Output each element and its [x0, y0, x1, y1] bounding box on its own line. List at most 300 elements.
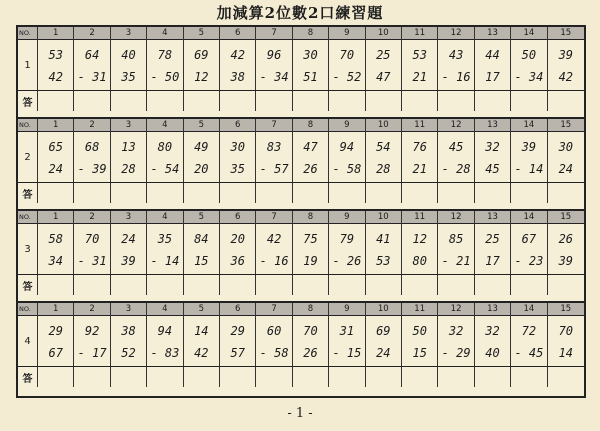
answer-box[interactable] [329, 91, 365, 111]
column-number: 15 [560, 28, 572, 38]
first-operand: 32 [448, 324, 464, 338]
answer-box[interactable] [256, 367, 292, 387]
first-operand: 94 [157, 324, 173, 338]
answer-box[interactable] [511, 91, 547, 111]
problem-cell [548, 40, 584, 90]
second-operand: 19 [303, 254, 318, 268]
problem-cell [438, 132, 474, 182]
problem-cell [475, 224, 511, 274]
second-operand: - 29 [441, 346, 471, 360]
first-operand: 42 [266, 232, 282, 246]
problem-cell [220, 224, 256, 274]
second-operand: - 26 [332, 254, 362, 268]
answer-box[interactable] [475, 91, 511, 111]
problem-cell [147, 316, 183, 366]
column-number: 15 [560, 212, 572, 222]
column-number: 5 [184, 303, 220, 316]
answer-row [18, 183, 584, 203]
first-operand: 85 [448, 232, 464, 246]
column-number: 4 [147, 119, 183, 132]
column-number: 9 [329, 119, 365, 132]
column-number: 8 [293, 303, 329, 316]
row-number: 4 [18, 316, 38, 366]
column-number: 4 [147, 303, 183, 316]
exercise-block [18, 27, 584, 119]
problem-cell [402, 40, 438, 90]
answer-box[interactable] [147, 183, 183, 203]
answer-box[interactable] [366, 91, 402, 111]
first-operand: 70 [84, 232, 100, 246]
column-number: 5 [184, 27, 220, 40]
first-operand: 94 [339, 140, 355, 154]
second-operand: 57 [230, 346, 245, 360]
first-operand: 60 [266, 324, 282, 338]
problem-cell [366, 316, 402, 366]
column-number: 11 [402, 27, 438, 40]
first-operand: 80 [157, 140, 173, 154]
answer-label: 答 [18, 275, 38, 295]
problem-cell [74, 316, 110, 366]
column-number: 13 [475, 27, 511, 40]
answer-box[interactable] [402, 367, 438, 387]
second-operand: - 58 [259, 346, 289, 360]
column-number: 5 [184, 211, 220, 224]
row-number: 2 [18, 132, 38, 182]
problem-cell [184, 40, 220, 90]
answer-box[interactable] [329, 367, 365, 387]
second-operand: 21 [412, 70, 427, 84]
column-number: 2 [74, 119, 110, 132]
answer-label: 答 [18, 91, 38, 111]
first-operand: 79 [339, 232, 355, 246]
column-number: 13 [475, 211, 511, 224]
second-operand: 17 [485, 254, 500, 268]
problem-cell [220, 316, 256, 366]
first-operand: 76 [412, 140, 427, 154]
column-number: 7 [256, 211, 292, 224]
first-operand: 47 [303, 140, 318, 154]
answer-box[interactable] [438, 183, 474, 203]
answer-row [18, 275, 584, 295]
problem-cell [293, 132, 329, 182]
no-label: NO. [18, 27, 38, 40]
column-number: 5 [184, 119, 220, 132]
first-operand: 69 [194, 48, 209, 62]
second-operand: 26 [303, 162, 318, 176]
second-operand: - 39 [77, 162, 107, 176]
answer-box[interactable] [511, 367, 547, 387]
answer-box[interactable] [548, 91, 584, 111]
first-operand: 84 [194, 232, 209, 246]
column-number: 7 [256, 119, 292, 132]
column-number: 15 [560, 120, 572, 130]
answer-box[interactable] [438, 91, 474, 111]
column-number: 3 [111, 27, 147, 40]
problem-cell [256, 224, 292, 274]
second-operand: - 15 [332, 346, 362, 360]
answer-box[interactable] [329, 275, 365, 295]
first-operand: 53 [412, 48, 427, 62]
problem-cell [293, 40, 329, 90]
problem-cell [548, 132, 584, 182]
column-number: 3 [111, 303, 147, 316]
second-operand: - 83 [150, 346, 180, 360]
answer-box[interactable] [329, 183, 365, 203]
first-operand: 31 [339, 324, 355, 338]
first-operand: 14 [194, 324, 209, 338]
column-number: 11 [402, 303, 438, 316]
first-operand: 70 [558, 324, 574, 338]
second-operand: - 54 [150, 162, 180, 176]
answer-box[interactable] [220, 367, 256, 387]
answer-box[interactable] [220, 91, 256, 111]
answer-box[interactable] [402, 91, 438, 111]
answer-box[interactable] [402, 275, 438, 295]
first-operand: 12 [412, 232, 427, 246]
column-number: 1 [38, 211, 74, 224]
second-operand: - 16 [441, 70, 471, 84]
column-number: 8 [293, 211, 329, 224]
second-operand: - 31 [77, 254, 107, 268]
problem-cell [475, 316, 511, 366]
problem-cell [402, 224, 438, 274]
second-operand: 34 [48, 254, 63, 268]
second-operand: 42 [558, 70, 574, 84]
second-operand: - 45 [514, 346, 544, 360]
column-number: 12 [438, 303, 474, 316]
second-operand: 35 [230, 162, 245, 176]
first-operand: 58 [48, 232, 63, 246]
second-operand: 36 [230, 254, 245, 268]
problem-cell [438, 40, 474, 90]
column-number: 6 [220, 303, 256, 316]
first-operand: 49 [194, 140, 209, 154]
first-operand: 45 [448, 140, 464, 154]
second-operand: - 14 [150, 254, 180, 268]
first-operand: 68 [84, 140, 100, 154]
answer-box[interactable] [74, 91, 110, 111]
column-number: 8 [293, 119, 329, 132]
problem-cell [147, 224, 183, 274]
second-operand: 21 [412, 162, 427, 176]
exercise-block [18, 211, 584, 303]
second-operand: 42 [194, 346, 209, 360]
second-operand: 24 [558, 162, 574, 176]
column-number: 11 [402, 119, 438, 132]
answer-box[interactable] [184, 275, 220, 295]
answer-box[interactable] [38, 183, 74, 203]
first-operand: 70 [303, 324, 318, 338]
first-operand: 29 [48, 324, 63, 338]
answer-box[interactable] [111, 367, 147, 387]
problem-row [18, 316, 584, 367]
second-operand: - 17 [77, 346, 107, 360]
problem-cell [38, 132, 74, 182]
answer-box[interactable] [548, 367, 584, 387]
first-operand: 32 [485, 140, 500, 154]
problem-cell [548, 224, 584, 274]
column-number: 9 [329, 303, 365, 316]
column-number: 2 [74, 303, 110, 316]
answer-box[interactable] [111, 275, 147, 295]
answer-box[interactable] [475, 367, 511, 387]
first-operand: 53 [48, 48, 63, 62]
answer-box[interactable] [38, 275, 74, 295]
answer-box[interactable] [147, 275, 183, 295]
answer-box[interactable] [38, 367, 74, 387]
second-operand: 24 [376, 346, 391, 360]
first-operand: 32 [485, 324, 500, 338]
second-operand: 47 [376, 70, 391, 84]
second-operand: - 21 [441, 254, 471, 268]
first-operand: 83 [266, 140, 282, 154]
second-operand: - 28 [441, 162, 471, 176]
first-operand: 30 [558, 140, 574, 154]
problem-cell [256, 316, 292, 366]
answer-box[interactable] [184, 91, 220, 111]
answer-box[interactable] [256, 183, 292, 203]
first-operand: 72 [521, 324, 537, 338]
column-number: 10 [366, 303, 402, 316]
problem-cell [511, 224, 547, 274]
first-operand: 30 [303, 48, 318, 62]
column-number: 12 [438, 211, 474, 224]
column-number: 13 [475, 119, 511, 132]
first-operand: 26 [558, 232, 574, 246]
first-operand: 41 [376, 232, 391, 246]
column-number: 2 [74, 27, 110, 40]
column-number: 11 [402, 211, 438, 224]
second-operand: - 50 [150, 70, 180, 84]
problem-cell [38, 316, 74, 366]
first-operand: 44 [485, 48, 500, 62]
problem-cell [366, 224, 402, 274]
answer-box[interactable] [147, 367, 183, 387]
answer-box[interactable] [293, 91, 329, 111]
problem-cell [329, 40, 365, 90]
column-number: 13 [475, 303, 511, 316]
answer-box[interactable] [475, 275, 511, 295]
problem-row [18, 224, 584, 275]
second-operand: - 31 [77, 70, 107, 84]
column-header-row [18, 27, 584, 40]
second-operand: 28 [376, 162, 391, 176]
second-operand: - 14 [514, 162, 544, 176]
problem-cell [329, 316, 365, 366]
second-operand: 17 [485, 70, 500, 84]
problem-cell [74, 132, 110, 182]
answer-box[interactable] [511, 275, 547, 295]
problem-cell [402, 132, 438, 182]
problem-cell [475, 40, 511, 90]
column-header-row [18, 303, 584, 316]
first-operand: 13 [121, 140, 136, 154]
answer-box[interactable] [184, 183, 220, 203]
page-number: - 1 - [287, 406, 313, 421]
answer-box[interactable] [111, 183, 147, 203]
column-number: 1 [38, 303, 74, 316]
second-operand: 39 [121, 254, 136, 268]
second-operand: 39 [558, 254, 574, 268]
answer-box[interactable] [256, 91, 292, 111]
answer-box[interactable] [220, 183, 256, 203]
problem-cell [366, 132, 402, 182]
first-operand: 64 [84, 48, 100, 62]
first-operand: 20 [230, 232, 245, 246]
answer-box[interactable] [366, 183, 402, 203]
answer-box[interactable] [438, 367, 474, 387]
first-operand: 25 [376, 48, 391, 62]
first-operand: 40 [121, 48, 136, 62]
problem-cell [74, 40, 110, 90]
answer-box[interactable] [366, 367, 402, 387]
answer-box[interactable] [256, 275, 292, 295]
second-operand: 80 [412, 254, 427, 268]
exercise-grid [16, 25, 586, 398]
second-operand: 35 [121, 70, 136, 84]
first-operand: 78 [157, 48, 173, 62]
column-number: 15 [560, 304, 572, 314]
first-operand: 39 [521, 140, 537, 154]
first-operand: 69 [376, 324, 391, 338]
problem-cell [293, 316, 329, 366]
second-operand: 53 [376, 254, 391, 268]
second-operand: - 52 [332, 70, 362, 84]
column-number: 12 [438, 27, 474, 40]
problem-cell [511, 132, 547, 182]
answer-box[interactable] [293, 275, 329, 295]
problem-cell [147, 40, 183, 90]
second-operand: 52 [121, 346, 136, 360]
second-operand: - 23 [514, 254, 544, 268]
column-number: 7 [256, 27, 292, 40]
second-operand: 67 [48, 346, 63, 360]
first-operand: 96 [266, 48, 282, 62]
problem-cell [548, 316, 584, 366]
answer-box[interactable] [511, 183, 547, 203]
first-operand: 70 [339, 48, 355, 62]
answer-box[interactable] [402, 183, 438, 203]
answer-box[interactable] [184, 367, 220, 387]
answer-label: 答 [18, 367, 38, 387]
second-operand: 26 [303, 346, 318, 360]
problem-cell [438, 224, 474, 274]
second-operand: 45 [485, 162, 500, 176]
column-number: 1 [38, 27, 74, 40]
second-operand: - 58 [332, 162, 362, 176]
column-number: 8 [293, 27, 329, 40]
second-operand: - 16 [259, 254, 289, 268]
column-number: 6 [220, 211, 256, 224]
answer-box[interactable] [220, 275, 256, 295]
problem-cell [111, 40, 147, 90]
second-operand: 38 [230, 70, 245, 84]
first-operand: 39 [558, 48, 574, 62]
problem-row [18, 40, 584, 91]
first-operand: 43 [448, 48, 464, 62]
answer-row [18, 367, 584, 387]
column-header-row [18, 211, 584, 224]
column-number: 4 [147, 211, 183, 224]
column-number: 12 [438, 119, 474, 132]
column-number: 10 [366, 119, 402, 132]
problem-cell [220, 40, 256, 90]
problem-cell [438, 316, 474, 366]
second-operand: - 34 [514, 70, 544, 84]
column-number: 14 [511, 27, 547, 40]
column-number: 9 [329, 211, 365, 224]
problem-cell [256, 40, 292, 90]
answer-box[interactable] [74, 275, 110, 295]
answer-row [18, 91, 584, 111]
column-number: 6 [220, 119, 256, 132]
problem-cell [38, 224, 74, 274]
exercise-block [18, 119, 584, 211]
column-number: 10 [366, 27, 402, 40]
answer-box[interactable] [548, 275, 584, 295]
answer-label: 答 [18, 183, 38, 203]
column-number: 14 [511, 211, 547, 224]
column-number: 1 [38, 119, 74, 132]
second-operand: 14 [558, 346, 574, 360]
column-number: 4 [147, 27, 183, 40]
first-operand: 92 [84, 324, 100, 338]
problem-cell [475, 132, 511, 182]
problem-cell [293, 224, 329, 274]
answer-box[interactable] [548, 183, 584, 203]
answer-box[interactable] [438, 275, 474, 295]
column-number: 10 [366, 211, 402, 224]
answer-box[interactable] [74, 183, 110, 203]
first-operand: 42 [230, 48, 245, 62]
column-number: 6 [220, 27, 256, 40]
problem-cell [511, 40, 547, 90]
problem-cell [111, 316, 147, 366]
second-operand: 42 [48, 70, 63, 84]
answer-box[interactable] [475, 183, 511, 203]
column-number: 7 [256, 303, 292, 316]
second-operand: 15 [412, 346, 427, 360]
problem-cell [38, 40, 74, 90]
second-operand: 15 [194, 254, 209, 268]
first-operand: 75 [303, 232, 318, 246]
problem-cell [184, 132, 220, 182]
problem-cell [256, 132, 292, 182]
first-operand: 65 [48, 140, 63, 154]
column-number: 14 [511, 119, 547, 132]
answer-box[interactable] [111, 91, 147, 111]
second-operand: 24 [48, 162, 63, 176]
no-label: NO. [18, 211, 38, 224]
answer-box[interactable] [38, 91, 74, 111]
second-operand: - 34 [259, 70, 289, 84]
problem-cell [366, 40, 402, 90]
column-header-row [18, 119, 584, 132]
problem-cell [74, 224, 110, 274]
problem-cell [402, 316, 438, 366]
answer-box[interactable] [147, 91, 183, 111]
answer-box[interactable] [293, 367, 329, 387]
exercise-block [18, 303, 584, 395]
answer-box[interactable] [293, 183, 329, 203]
second-operand: 40 [485, 346, 500, 360]
first-operand: 35 [157, 232, 173, 246]
problem-cell [220, 132, 256, 182]
column-number: 9 [329, 27, 365, 40]
second-operand: 12 [194, 70, 209, 84]
answer-box[interactable] [366, 275, 402, 295]
answer-box[interactable] [74, 367, 110, 387]
